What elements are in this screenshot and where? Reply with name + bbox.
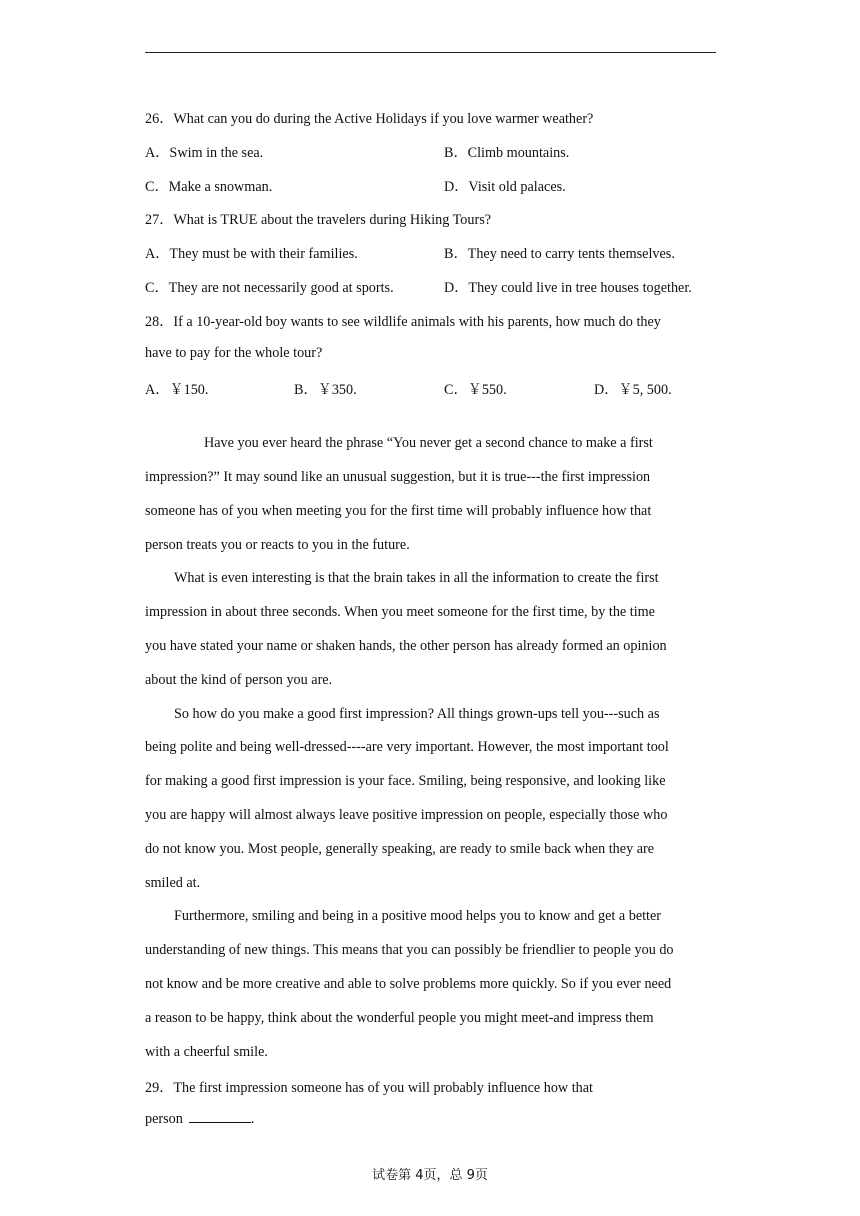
passage-line: So how do you make a good first impression? All things grown-ups tell you---such as <box>174 706 660 722</box>
question-stem-line-1: 29．The first impression someone has of you will probably influence how that <box>145 1080 594 1096</box>
passage-line: What is even interesting is that the brain takes in all the information to create the first <box>174 570 659 586</box>
passage-line: you have stated your name or shaken hands, the other person has already formed an opinion <box>145 638 667 654</box>
option-a: A．￥150. <box>145 382 209 398</box>
passage-line: Have you ever heard the phrase “You never get a second chance to make a first <box>204 435 653 451</box>
page-footer: 试卷第 4页，总 9页 <box>372 1168 488 1183</box>
answer-blank <box>189 1112 251 1123</box>
question-stem-line-2 <box>145 1111 254 1128</box>
passage-line: being polite and being well-dressed----are very important. However, the most important tool <box>145 739 669 755</box>
stem-text: person <box>145 1111 183 1127</box>
option-b: B．￥350. <box>294 382 357 398</box>
question-stem-line-1: 28．If a 10-year-old boy wants to see wildlife animals with his parents, how much do they <box>145 314 661 330</box>
option-d: D．They could live in tree houses together. <box>444 280 692 296</box>
passage-line: Furthermore, smiling and being in a positive mood helps you to know and get a better <box>174 908 662 924</box>
question-stem: 26．What can you do during the Active Holidays if you love warmer weather? <box>145 111 594 127</box>
passage-line: about the kind of person you are. <box>145 672 333 688</box>
option-b: B．Climb mountains. <box>444 145 570 161</box>
option-c: C．Make a snowman. <box>145 179 273 195</box>
passage-line: a reason to be happy, think about the wonderful people you might meet-and impress them <box>145 1010 654 1026</box>
option-a: A．Swim in the sea. <box>145 145 264 161</box>
passage-line: smiled at. <box>145 875 201 891</box>
passage-line: impression?” It may sound like an unusual suggestion, but it is true---the first impression <box>145 469 651 485</box>
passage-line: you are happy will almost always leave positive impression on people, especially those who <box>145 807 668 823</box>
passage-line: for making a good first impression is your face. Smiling, being responsive, and looking like <box>145 773 666 789</box>
passage-line: someone has of you when meeting you for the first time will probably influence how that <box>145 503 652 519</box>
passage-line: person treats you or reacts to you in the future. <box>145 537 410 553</box>
passage-line: do not know you. Most people, generally speaking, are ready to smile back when they are <box>145 841 655 857</box>
passage-line: not know and be more creative and able to solve problems more quickly. So if you ever need <box>145 976 672 992</box>
option-c: C．￥550. <box>444 382 507 398</box>
question-stem-line-2: have to pay for the whole tour? <box>145 345 323 361</box>
passage-line: with a cheerful smile. <box>145 1044 268 1060</box>
option-d: D．￥5, 500. <box>594 382 672 398</box>
question-stem: 27．What is TRUE about the travelers during Hiking Tours? <box>145 212 492 228</box>
passage-line: understanding of new things. This means that you can possibly be friendlier to people you do <box>145 942 674 958</box>
stem-end: . <box>250 1111 255 1127</box>
option-c: C．They are not necessarily good at sports. <box>145 280 394 296</box>
header-rule <box>145 52 716 53</box>
option-a: A．They must be with their families. <box>145 246 358 262</box>
option-b: B．They need to carry tents themselves. <box>444 246 675 262</box>
passage-line: impression in about three seconds. When you meet someone for the first time, by the time <box>145 604 655 620</box>
option-d: D．Visit old palaces. <box>444 179 566 195</box>
